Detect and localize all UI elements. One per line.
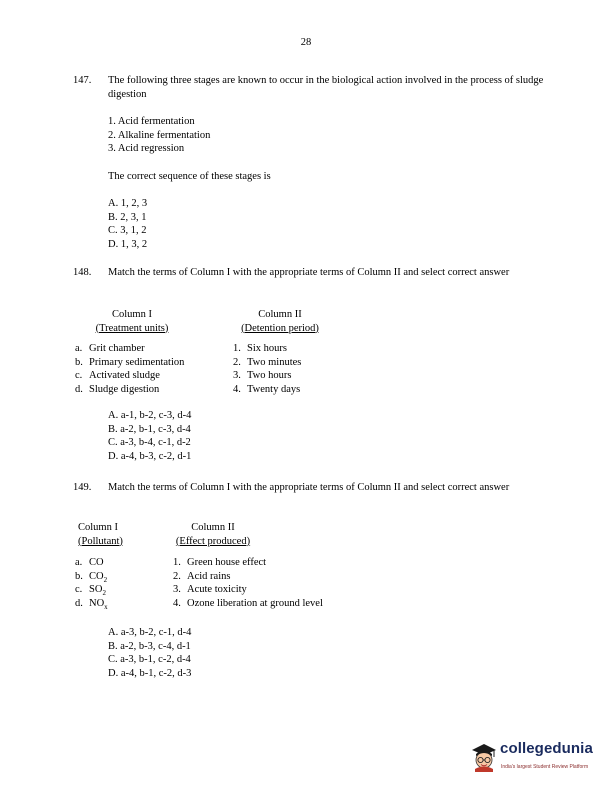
q148-col1-header — [78, 308, 186, 335]
q149-col2-header — [164, 521, 262, 548]
q147-prompt: The correct sequence of these stages is — [108, 171, 271, 182]
table-row: d. Sludge digestion 4. Twenty days — [75, 383, 301, 395]
table-row: a. CO 1. Green house effect — [75, 557, 267, 568]
q147-option: C. 3, 1, 2 — [108, 225, 147, 236]
q149-col1-header — [78, 521, 123, 548]
q149-text: Match the terms of Column I with the appropriate terms of Column II and select correct answer — [108, 482, 510, 493]
logo-wordmark: collegedunia — [500, 740, 593, 757]
graduate-mascot-icon — [470, 742, 498, 772]
q147-stage: 1. Acid fermentation — [108, 116, 195, 127]
q148-options — [108, 409, 191, 463]
q148-option: D. a-4, b-3, c-2, d-1 — [108, 450, 192, 462]
q148-match-table — [75, 342, 301, 396]
q148-col2-title: Column II — [258, 309, 302, 320]
q149-option: B. a-2, b-3, c-4, d-1 — [108, 640, 191, 652]
q147-number: 147. — [73, 75, 92, 86]
q149-col1-subtitle: (Pollutant) — [78, 535, 123, 547]
q148-option: C. a-3, b-4, c-1, d-2 — [108, 437, 191, 448]
q149-option: D. a-4, b-1, c-2, d-3 — [108, 667, 192, 679]
q149-col2-title: Column II — [191, 522, 235, 533]
q148-col2-header — [226, 308, 334, 335]
q148-option: A. a-1, b-2, c-3, d-4 — [108, 410, 192, 421]
q147-stage: 2. Alkaline fermentation — [108, 129, 211, 141]
q147-stages — [108, 115, 210, 156]
table-row: d. $NO_x$ 4. Ozone liberation at ground level — [75, 597, 323, 611]
q149-col2-subtitle: (Effect produced) — [175, 535, 251, 547]
q148-col1-title: Column I — [112, 309, 152, 320]
logo-tagline: India's largest Student Review Platform — [501, 764, 589, 770]
q147-text: The following three stages are known to occur in the biological action involved in the process of sludge digestion — [108, 75, 544, 100]
table-row: c. Activated sludge 3. Two hours — [75, 370, 292, 381]
q147-option: D. 1, 3, 2 — [108, 238, 148, 250]
page-number: 28 — [300, 37, 312, 48]
q147-option: A. 1, 2, 3 — [108, 198, 148, 209]
q148-option: B. a-2, b-1, c-3, d-4 — [108, 423, 191, 435]
q149-match-table — [75, 556, 323, 610]
q148-col2-subtitle: (Detention period) — [241, 322, 319, 334]
table-row: b. $CO_2$ 2. Acid rains — [75, 570, 231, 584]
collegedunia-logo — [470, 742, 600, 778]
q148-col1-subtitle: (Treatment units) — [95, 322, 169, 334]
table-row: c. $SO_2$ 3. Acute toxicity — [75, 584, 247, 598]
q149-option: C. a-3, b-1, c-2, d-4 — [108, 654, 191, 665]
q147-stage: 3. Acid regression — [108, 143, 185, 154]
q149-col1-title: Column I — [78, 522, 118, 533]
table-row: a. Grit chamber 1. Six hours — [75, 343, 287, 354]
q149-option: A. a-3, b-2, c-1, d-4 — [108, 627, 192, 638]
q149-options — [108, 626, 191, 680]
q147-option: B. 2, 3, 1 — [108, 211, 147, 223]
table-row: b. Primary sedimentation 2. Two minutes — [75, 356, 302, 368]
q149-number: 149. — [73, 482, 92, 493]
q148-text: Match the terms of Column I with the appropriate terms of Column II and select correct answer — [108, 267, 510, 278]
q147-options — [108, 197, 147, 251]
q148-number: 148. — [73, 267, 92, 278]
